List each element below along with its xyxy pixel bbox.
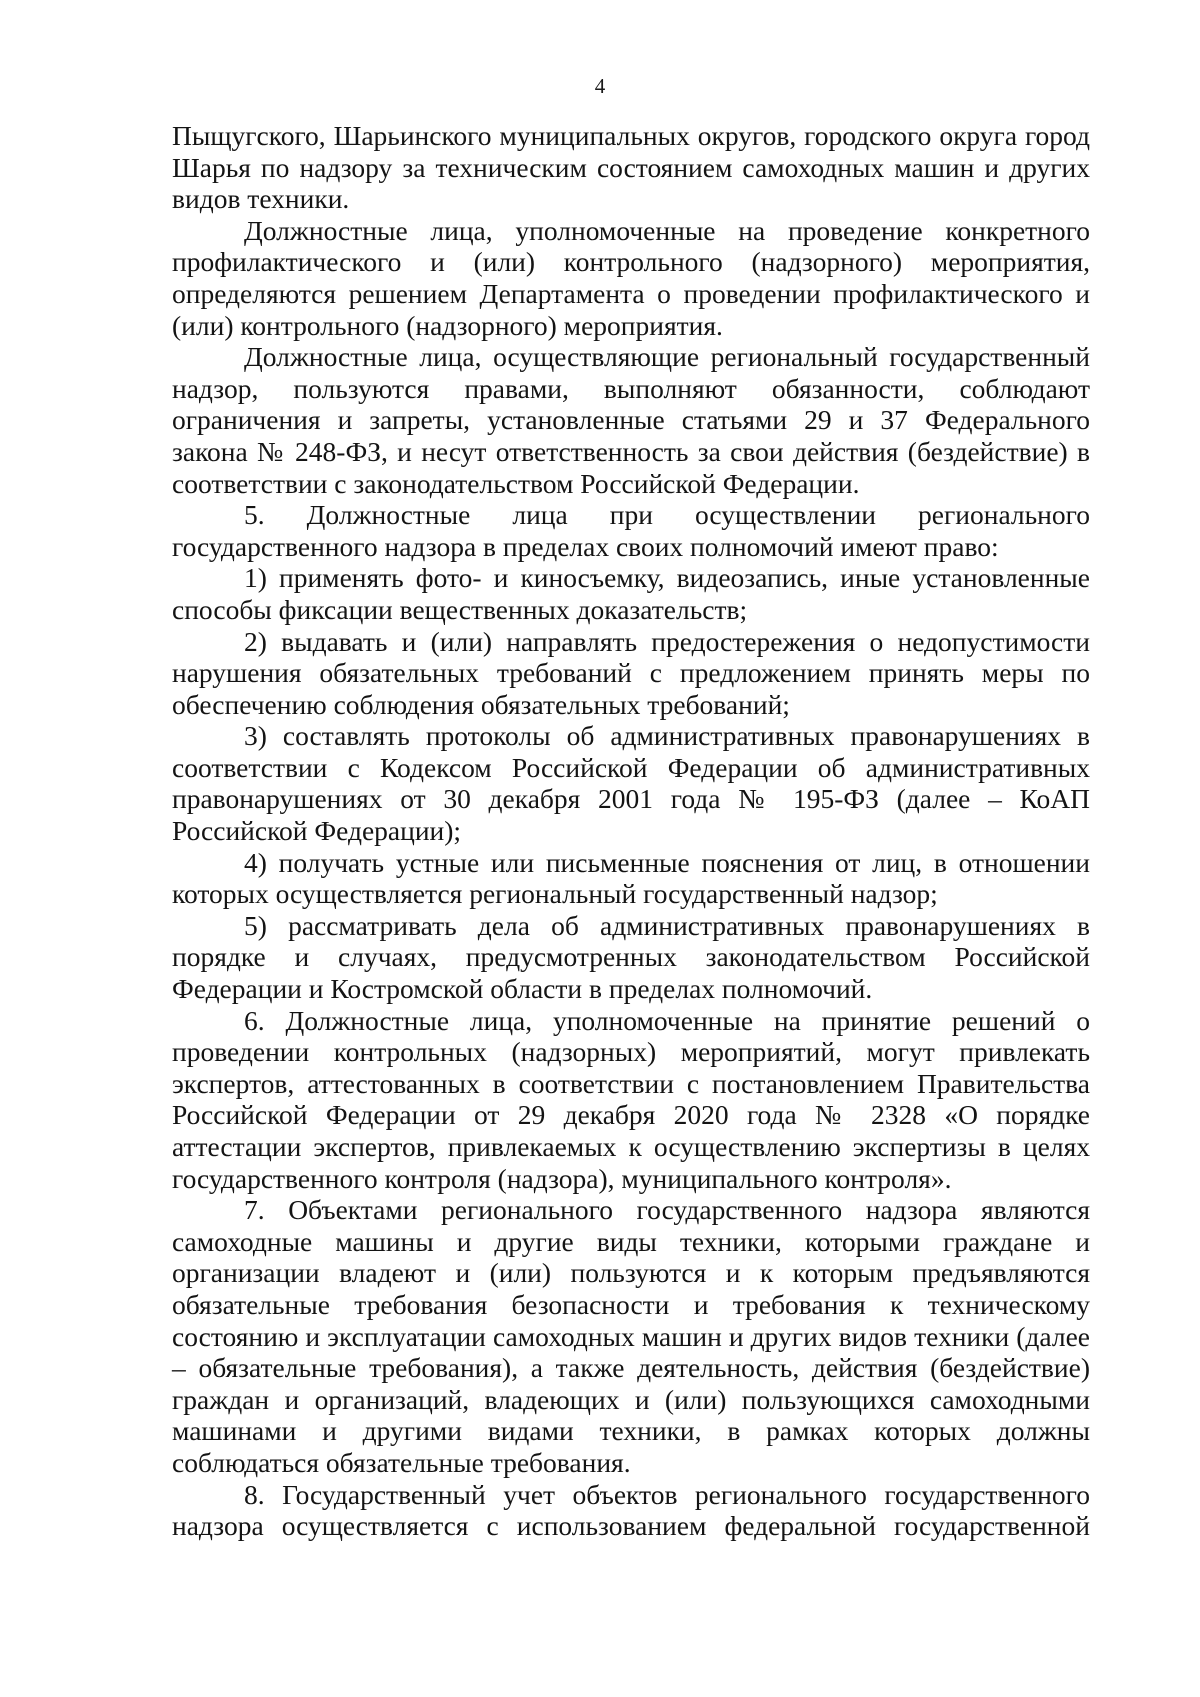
paragraph-subitem-2: 2) выдавать и (или) направлять предостережения о недопустимости нарушения обязательных требований с предложением принять меры по обеспечению соблюдения обязательных требований;	[172, 625, 1090, 720]
paragraph-continuation: Пыщугского, Шарьинского муниципальных округов, городского округа город Шарья по надзору за техническим состоянием самоходных машин и других видов техники.	[172, 120, 1090, 215]
paragraph-subitem-4: 4) получать устные или письменные пояснения от лиц, в отношении которых осуществляется региональный государственный надзор;	[172, 846, 1090, 910]
paragraph-subitem-1: 1) применять фото- и киносъемку, видеозапись, иные установленные способы фиксации вещественных доказательств;	[172, 562, 1090, 625]
paragraph-officials-designation: Должностные лица, уполномоченные на проведение конкретного профилактического и (или) контрольного (надзорного) мероприятия, определяются решением Департамента о проведении профилактического и (или) контрольного (надзорного) мероприятия.	[172, 214, 1090, 341]
paragraph-item-7: 7. Объектами регионального государственного надзора являются самоходные машины и другие виды техники, которыми граждане и организации владеют и (или) пользуются и к которым предъявляются обязательные требования безопасности и требования к техническому состоянию и эксплуатации самоходных машин и других видов техники (далее – обязательные требования), а также деятельность, действия (бездействие) граждан и организаций, владеющих и (или) пользующихся самоходными машинами и другими видами техники, в рамках которых должны соблюдаться обязательные требования.	[172, 1194, 1090, 1478]
paragraph-item-8: 8. Государственный учет объектов регионального государственного надзора осуществляется с использованием федеральной государственной	[172, 1478, 1090, 1542]
page-number: 4	[594, 74, 606, 98]
paragraph-subitem-3: 3) составлять протоколы об административных правонарушениях в соответствии с Кодексом Российской Федерации об административных правонарушениях от 30 декабря 2001 года № 195-ФЗ (далее – КоАП Российской Федерации);	[172, 720, 1090, 847]
paragraph-item-5: 5. Должностные лица при осуществлении регионального государственного надзора в пределах своих полномочий имеют право:	[172, 499, 1090, 562]
paragraph-officials-rights-duties: Должностные лица, осуществляющие региональный государственный надзор, пользуются правами, выполняют обязанности, соблюдают ограничения и запреты, установленные статьями 29 и 37 Федерального закона № 248-ФЗ, и несут ответственность за свои действия (бездействие) в соответствии с законодательством Российской Федерации.	[172, 341, 1090, 499]
paragraph-subitem-5: 5) рассматривать дела об административных правонарушениях в порядке и случаях, предусмотренных законодательством Российской Федерации и Костромской области в пределах полномочий.	[172, 909, 1090, 1005]
document-body	[172, 120, 1090, 1542]
paragraph-item-6: 6. Должностные лица, уполномоченные на принятие решений о проведении контрольных (надзорных) мероприятий, могут привлекать экспертов, аттестованных в соответствии с постановлением Правительства Российской Федерации от 29 декабря 2020 года № 2328 «О порядке аттестации экспертов, привлекаемых к осуществлению экспертизы в целях государственного контроля (надзора), муниципального контроля».	[172, 1004, 1090, 1194]
